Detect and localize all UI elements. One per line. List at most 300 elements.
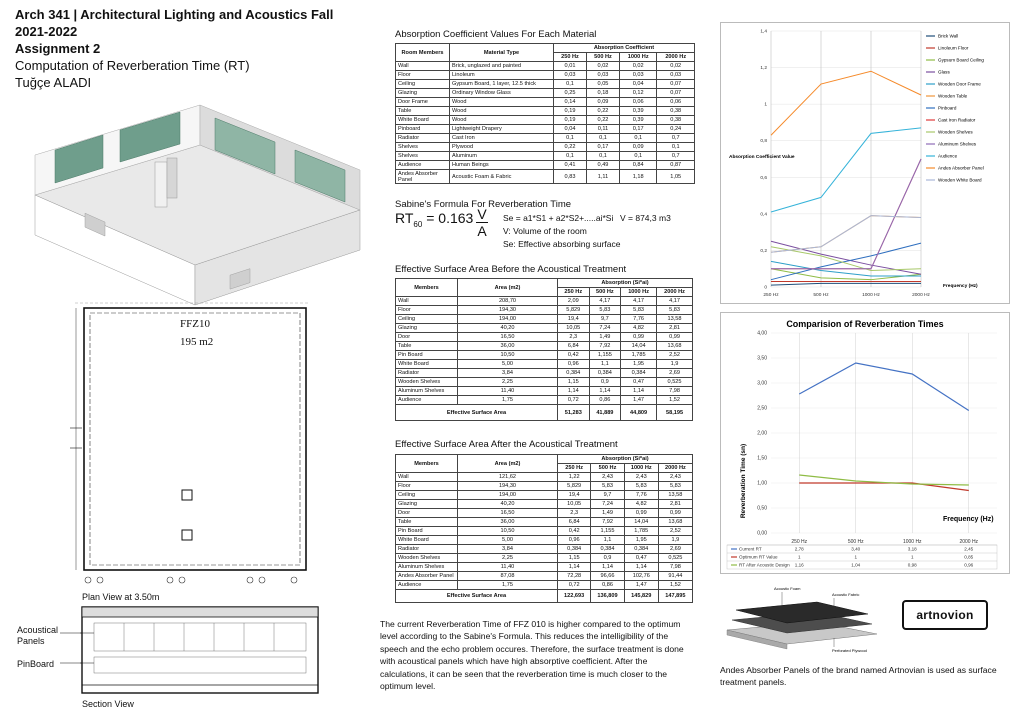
cell-value: 0,1	[619, 152, 657, 161]
y-tick-label: 1,00	[757, 480, 767, 487]
cell-value: 0,03	[657, 71, 695, 80]
cell-area: 194,00	[458, 315, 558, 324]
author-name: Tuğçe ALADI	[15, 75, 92, 90]
data-label: 0,85	[964, 554, 974, 560]
cell-area: 11,40	[458, 387, 558, 396]
section-label-panels-line1: Acoustical	[17, 625, 59, 635]
cell-material: Plywood	[450, 143, 554, 152]
fraction-numerator: V	[477, 206, 487, 222]
surface-note: Se: Effective absorbing surface	[503, 239, 621, 249]
y-tick-label: 0,4	[760, 212, 767, 218]
cell-member: Floor	[396, 482, 458, 491]
series-line	[771, 283, 921, 285]
cell-value: 0,09	[586, 98, 619, 107]
y-tick-label: 1,2	[760, 66, 767, 72]
table-row	[396, 333, 693, 342]
table-row	[396, 387, 693, 396]
cell-material: Lightweight Drapery	[450, 125, 554, 134]
panel-label-foam: Acoustic Foam	[774, 586, 801, 591]
formula-fraction	[476, 206, 488, 239]
cell-member: Shelves	[396, 143, 450, 152]
cell-member: Wall	[396, 297, 458, 306]
cell-member: Radiator	[396, 369, 458, 378]
cell-value: 19,4	[558, 491, 591, 500]
cell-member: Table	[396, 107, 450, 116]
col-header-freq: 500 Hz	[589, 288, 621, 297]
cell-value: 1,14	[591, 563, 624, 572]
absorption-table-title: Absorption Coefficient Values For Each Material	[395, 29, 597, 40]
cell-member: Floor	[396, 306, 458, 315]
cell-material: Linoleum	[450, 71, 554, 80]
cell-member: Audience	[396, 396, 458, 405]
col-header-freq: 500 Hz	[586, 53, 619, 62]
cell-value: 1,14	[558, 387, 590, 396]
x-tick-label: 2000 Hz	[912, 293, 930, 298]
section-label-panels	[17, 625, 58, 647]
cell-value: 1,14	[589, 387, 621, 396]
cell-value: 0,06	[619, 98, 657, 107]
cell-area: 194,00	[458, 491, 558, 500]
cell-value: 0,09	[619, 143, 657, 152]
cell-value: 1,1	[589, 360, 621, 369]
table-row	[396, 71, 695, 80]
section-outline	[82, 607, 318, 693]
cell-area: 194,30	[458, 306, 558, 315]
cell-value: 5,83	[624, 482, 658, 491]
cell-value: 1,95	[621, 360, 657, 369]
cell-material: Cast Iron	[450, 134, 554, 143]
table-row	[396, 143, 695, 152]
cell-member: Ceiling	[396, 491, 458, 500]
table-row	[396, 482, 693, 491]
before-table-title: Effective Surface Area Before the Acoustical Treatment	[395, 264, 627, 275]
cell-member: White Board	[396, 116, 450, 125]
y-tick-label: 0,6	[760, 175, 767, 181]
y-tick-label: 3,00	[757, 380, 767, 387]
cell-value: 0,384	[558, 545, 591, 554]
radiator-mark	[97, 577, 103, 583]
before-treatment-table	[395, 278, 693, 421]
radiator-mark	[247, 577, 253, 583]
cell-value: 2,09	[558, 297, 590, 306]
cell-value: 0,22	[586, 116, 619, 125]
cell-member: Door Frame	[396, 98, 450, 107]
y-tick-label: 1	[764, 102, 767, 108]
cell-value: 1,05	[657, 170, 695, 184]
cell-value: 96,66	[591, 572, 624, 581]
x-tick-label: 500 Hz	[813, 293, 829, 298]
cell-value: 0,1	[554, 152, 587, 161]
cell-member: Floor	[396, 71, 450, 80]
panel-caption: Andes Absorber Panels of the brand named Artnovian is used as surface treatment panels.	[720, 665, 997, 688]
rt-subscript: 60	[413, 219, 423, 229]
cell-member: Glazing	[396, 324, 458, 333]
col-header-freq: 2000 Hz	[658, 464, 692, 473]
cell-value: 0,86	[591, 581, 624, 590]
series-line	[771, 71, 921, 135]
cell-value: 2,69	[657, 369, 693, 378]
table-row	[396, 518, 693, 527]
cell-value: 0,87	[657, 161, 695, 170]
cell-member: Wall	[396, 473, 458, 482]
table-row	[396, 306, 693, 315]
cell-value: 2,81	[658, 500, 692, 509]
cell-value: 6,84	[558, 518, 591, 527]
shelf-unit	[155, 162, 167, 207]
data-label: 3,40	[851, 546, 861, 552]
cell-value: 0,7	[657, 134, 695, 143]
cell-value: 2,3	[558, 509, 591, 518]
cell-value: 0,38	[657, 116, 695, 125]
cell-value: 0,02	[586, 62, 619, 71]
x-axis-ticks	[763, 292, 930, 298]
col-header-member: Room Members	[396, 44, 450, 62]
cell-material: Acoustic Foam & Fabric	[450, 170, 554, 184]
legend-label: Linoleum Floor	[938, 45, 969, 51]
cell-value: 10,05	[558, 324, 590, 333]
legend-label: Andes Absorber Panel	[938, 165, 984, 171]
total-value: 41,889	[589, 405, 621, 421]
total-value: 122,693	[558, 590, 591, 603]
cell-value: 0,96	[558, 360, 590, 369]
cell-area: 5,00	[458, 536, 558, 545]
series-lines	[771, 71, 921, 285]
cell-material: Wood	[450, 116, 554, 125]
cell-area: 2,25	[458, 378, 558, 387]
cell-value: 1,18	[619, 170, 657, 184]
cell-value: 7,76	[621, 315, 657, 324]
y-tick-label: 0,00	[757, 530, 767, 537]
table-row	[396, 134, 695, 143]
cell-value: 0,1	[586, 152, 619, 161]
cell-value: 7,98	[658, 563, 692, 572]
x-axis-label: Frequency (Hz)	[943, 284, 978, 289]
cell-value: 1,15	[558, 378, 590, 387]
data-label: 2,45	[964, 546, 974, 552]
cell-value: 0,72	[558, 396, 590, 405]
cell-value: 0,99	[621, 333, 657, 342]
room-inner-outline	[90, 313, 300, 565]
table-row	[396, 107, 695, 116]
cell-value: 2,3	[558, 333, 590, 342]
total-value: 145,829	[624, 590, 658, 603]
cell-value: 5,83	[591, 482, 624, 491]
x-tick-label: 2000 Hz	[959, 539, 979, 545]
data-label: 1	[854, 554, 858, 560]
total-value: 58,195	[657, 405, 693, 421]
cell-value: 0,7	[657, 152, 695, 161]
cell-value: 0,17	[586, 143, 619, 152]
cell-value: 72,28	[558, 572, 591, 581]
cell-material: Ordinary Window Glass	[450, 89, 554, 98]
cell-value: 0,05	[586, 80, 619, 89]
column	[182, 530, 192, 540]
cell-value: 5,83	[621, 306, 657, 315]
legend-label: Aluminum Shelves	[938, 141, 977, 147]
cell-member: Pin Board	[396, 351, 458, 360]
cell-value: 0,42	[558, 351, 590, 360]
brand-logo	[902, 600, 988, 630]
after-table-body	[396, 473, 693, 590]
legend-label: Wooden White Board	[938, 177, 982, 183]
col-header-member: Members	[396, 279, 458, 297]
cell-value: 0,84	[619, 161, 657, 170]
cell-value: 5,83	[658, 482, 692, 491]
legend-label: RT After Acoustic Design	[739, 562, 790, 568]
table-row	[396, 554, 693, 563]
cell-member: Pinboard	[396, 125, 450, 134]
total-value: 51,283	[558, 405, 590, 421]
cell-member: Radiator	[396, 545, 458, 554]
cell-value: 2,52	[657, 351, 693, 360]
cell-value: 0,9	[589, 378, 621, 387]
total-value: 44,809	[621, 405, 657, 421]
cell-value: 0,03	[554, 71, 587, 80]
cell-value: 1,155	[589, 351, 621, 360]
cell-value: 0,1	[619, 134, 657, 143]
cell-value: 0,12	[619, 89, 657, 98]
cell-value: 1,11	[586, 170, 619, 184]
table-row	[396, 62, 695, 71]
y-tick-label: 4,00	[757, 330, 767, 337]
cell-member: Radiator	[396, 134, 450, 143]
y-tick-label: 3,50	[757, 355, 767, 362]
series-lines	[799, 363, 969, 491]
cell-value: 0,47	[624, 554, 658, 563]
assignment-label: Assignment 2	[15, 41, 101, 56]
semester: 2021-2022	[15, 24, 78, 39]
cell-value: 1,52	[657, 396, 693, 405]
cell-area: 2,25	[458, 554, 558, 563]
y-axis-label: Reverberation Time (sn)	[740, 443, 747, 519]
cell-value: 0,47	[621, 378, 657, 387]
cell-value: 0,99	[624, 509, 658, 518]
cell-area: 40,20	[458, 500, 558, 509]
table-row	[396, 360, 693, 369]
total-label: Effective Surface Area	[396, 405, 558, 421]
y-axis-label: Absorption Coefficient Value	[729, 155, 795, 160]
cell-material: Wood	[450, 107, 554, 116]
cell-value: 0,39	[619, 107, 657, 116]
cell-value: 1,52	[658, 581, 692, 590]
table-row	[396, 89, 695, 98]
cell-area: 208,70	[458, 297, 558, 306]
cell-value: 0,19	[554, 116, 587, 125]
column	[182, 490, 192, 500]
table-row	[396, 500, 693, 509]
legend-label: Audience	[938, 153, 958, 159]
before-table-wrap	[395, 278, 693, 421]
legend-label: Pinboard	[938, 105, 957, 111]
cell-value: 5,83	[589, 306, 621, 315]
cell-value: 2,52	[658, 527, 692, 536]
y-axis-ticks	[757, 331, 767, 537]
total-value: 147,895	[658, 590, 692, 603]
x-tick-label: 500 Hz	[847, 539, 864, 545]
cell-value: 4,17	[589, 297, 621, 306]
cell-area: 40,20	[458, 324, 558, 333]
cell-value: 9,7	[591, 491, 624, 500]
cell-member: Pin Board	[396, 527, 458, 536]
series-line	[799, 363, 969, 411]
absorption-table-wrap	[395, 43, 695, 184]
cell-value: 1,22	[558, 473, 591, 482]
grid	[771, 333, 997, 533]
cell-value: 0,11	[586, 125, 619, 134]
cell-area: 194,30	[458, 482, 558, 491]
table-row	[396, 324, 693, 333]
legend-label: Optimum RT Value	[739, 554, 778, 560]
cell-value: 2,81	[657, 324, 693, 333]
cell-value: 1,9	[657, 360, 693, 369]
cell-area: 1,75	[458, 581, 558, 590]
cell-value: 0,24	[657, 125, 695, 134]
y-tick-label: 0,2	[760, 248, 767, 254]
cell-member: Aluminum Shelves	[396, 387, 458, 396]
col-header-freq: 1000 Hz	[621, 288, 657, 297]
table-row	[396, 527, 693, 536]
cell-material: Wood	[450, 98, 554, 107]
radiator-mark	[167, 577, 173, 583]
sabine-title: Sabine's Formula For Reverberation Time	[395, 199, 572, 210]
cell-member: Andes Absorber Panel	[396, 572, 458, 581]
col-header-freq: 250 Hz	[558, 464, 591, 473]
cell-member: Ceiling	[396, 80, 450, 89]
table-row	[396, 152, 695, 161]
col-header-freq: 1000 Hz	[624, 464, 658, 473]
cell-value: 1,15	[558, 554, 591, 563]
cell-area: 36,00	[458, 342, 558, 351]
absorption-chart-panel	[720, 22, 1010, 304]
cell-area: 10,50	[458, 351, 558, 360]
table-row	[396, 116, 695, 125]
after-table-title: Effective Surface Area After the Acoustical Treatment	[395, 439, 618, 450]
cell-value: 14,04	[621, 342, 657, 351]
ceiling-slab	[82, 607, 318, 617]
formula-constant: = 0.163	[422, 210, 474, 226]
cell-value: 91,44	[658, 572, 692, 581]
table-row	[396, 170, 695, 184]
cell-value: 10,05	[558, 500, 591, 509]
cell-value: 0,07	[657, 80, 695, 89]
cell-value: 1,49	[591, 509, 624, 518]
cell-value: 0,384	[558, 369, 590, 378]
acoustic-panel-grid	[94, 623, 306, 651]
table-row	[396, 161, 695, 170]
cell-value: 1,47	[621, 396, 657, 405]
cell-value: 0,39	[619, 116, 657, 125]
cell-value: 0,06	[657, 98, 695, 107]
se-formula: Se = a1*S1 + a2*S2+.....ai*Si	[503, 213, 614, 223]
cell-member: White Board	[396, 536, 458, 545]
cell-value: 9,7	[589, 315, 621, 324]
cell-value: 4,82	[624, 500, 658, 509]
cell-value: 0,9	[591, 554, 624, 563]
cell-area: 1,75	[458, 396, 558, 405]
table-row	[396, 351, 693, 360]
cell-member: Door	[396, 333, 458, 342]
cell-value: 13,58	[658, 491, 692, 500]
cell-value: 1,47	[624, 581, 658, 590]
table-row	[396, 297, 693, 306]
y-tick-label: 2,50	[757, 405, 767, 412]
x-tick-label: 250 Hz	[763, 293, 779, 298]
table-row	[396, 581, 693, 590]
cell-value: 2,69	[658, 545, 692, 554]
cell-value: 6,84	[558, 342, 590, 351]
cell-value: 0,01	[554, 62, 587, 71]
cell-value: 5,829	[558, 482, 591, 491]
cell-value: 0,38	[657, 107, 695, 116]
legend	[926, 34, 984, 183]
cell-value: 0,41	[554, 161, 587, 170]
brand-logo-text: artnovion	[916, 608, 974, 622]
sabine-formula	[395, 210, 473, 229]
section-view-caption: Section View	[82, 699, 134, 709]
cell-area: 121,62	[458, 473, 558, 482]
cell-value: 4,82	[621, 324, 657, 333]
cell-value: 1,9	[658, 536, 692, 545]
cell-value: 7,24	[589, 324, 621, 333]
cell-member: Ceiling	[396, 315, 458, 324]
table-row	[396, 369, 693, 378]
data-label: 3,18	[907, 546, 917, 552]
section-label-panels-line2: Panels	[17, 636, 45, 646]
radiator-mark	[85, 577, 91, 583]
absorber-panel-illustration	[722, 582, 882, 657]
cell-value: 0,49	[586, 161, 619, 170]
data-label: 1,16	[794, 562, 804, 568]
cell-value: 0,1	[586, 134, 619, 143]
cell-member: Door	[396, 509, 458, 518]
room-name-label: FFZ10	[180, 318, 210, 330]
data-label: 1,04	[851, 562, 861, 568]
legend-label: Wooden Door Frame	[938, 81, 981, 87]
col-header-group: Absorption (Si*ai)	[558, 455, 693, 464]
table-row	[396, 98, 695, 107]
cell-value: 2,43	[624, 473, 658, 482]
col-header-freq: 250 Hz	[554, 53, 587, 62]
plan-view-caption: Plan View at 3.50m	[82, 592, 160, 602]
y-tick-label: 0,50	[757, 505, 767, 512]
x-tick-label: 1000 Hz	[862, 293, 880, 298]
cell-value: 0,525	[657, 378, 693, 387]
panel-label-fabric: Acoustic Fabric	[832, 592, 860, 597]
table-row	[396, 473, 693, 482]
x-tick-label: 250 Hz	[791, 539, 808, 545]
legend-label: Wooden Shelves	[938, 129, 973, 135]
cell-value: 5,83	[657, 306, 693, 315]
cell-member: Glazing	[396, 500, 458, 509]
col-header-freq: 2000 Hz	[657, 288, 693, 297]
cell-value: 0,384	[589, 369, 621, 378]
cell-value: 0,22	[554, 143, 587, 152]
table-row	[396, 125, 695, 134]
x-axis-label: Frequency (Hz)	[943, 516, 994, 523]
assignment-topic: Computation of Reverberation Time (RT)	[15, 58, 250, 73]
cell-value: 1,49	[589, 333, 621, 342]
isometric-room-model	[15, 100, 370, 315]
data-label: 1	[797, 554, 801, 560]
fraction-denominator: A	[477, 223, 487, 239]
table-row	[396, 80, 695, 89]
section-leaders	[60, 630, 82, 670]
legend-label: Wooden Table	[938, 93, 968, 99]
cell-member: Andes Absorber Panel	[396, 170, 450, 184]
cell-value: 0,02	[657, 62, 695, 71]
col-header-group: Absorption (Si*ai)	[558, 279, 693, 288]
col-header-area: Area (m2)	[458, 455, 558, 473]
